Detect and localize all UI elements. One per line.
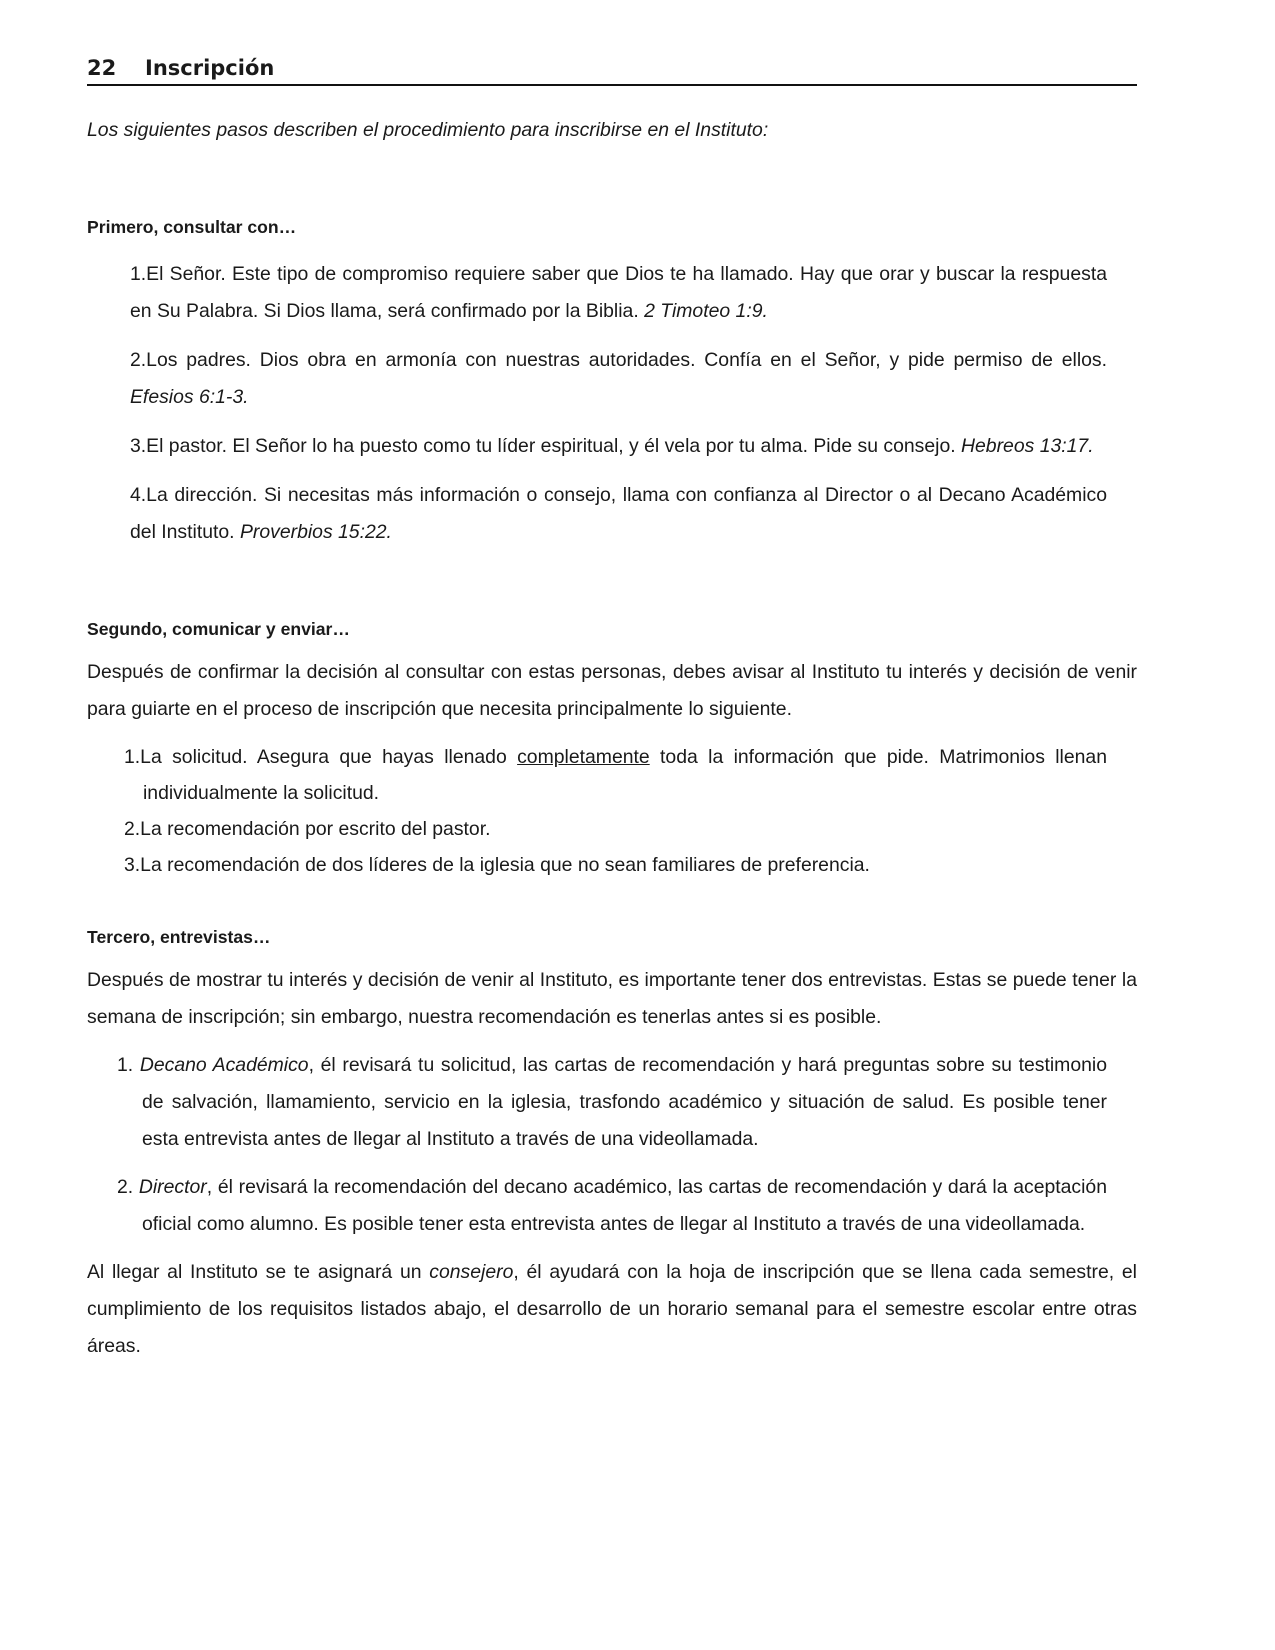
item-text: , él revisará la recomendación del decano académico, las cartas de recomendación y dará la aceptación oficial como alumno. Es posible tener esta entrevista antes de llegar al Instituto a través de una videollamada. xyxy=(142,1176,1108,1235)
item-text: 1.La solicitud. Asegura que hayas llenado xyxy=(124,746,518,768)
list-item: 2.La recomendación por escrito del pastor. xyxy=(124,818,491,840)
section-heading-primero: Primero, consultar con… xyxy=(87,217,297,237)
intro-paragraph: Los siguientes pasos describen el procedimiento para inscribirse en el Instituto: xyxy=(87,119,769,141)
list-item xyxy=(117,1169,1107,1243)
interviews-list xyxy=(117,1047,1107,1243)
list-item xyxy=(130,428,1107,465)
item-text: 1.El Señor. Este tipo de compromiso requiere saber que Dios te ha llamado. Hay que orar y buscar la respuesta en Su Palabra. Si Dios llama, será confirmado por la Biblia. xyxy=(130,263,1107,322)
item-text: , él revisará tu solicitud, las cartas de recomendación y hará preguntas sobre su testimonio de salvación, llamamiento, servicio en la iglesia, trasfondo académico y situación de salud. Es posible tener esta entrevista antes de llegar al Instituto a través de una videollamada. xyxy=(142,1054,1107,1150)
section-heading-segundo: Segundo, comunicar y enviar… xyxy=(87,619,350,639)
scripture-reference: Proverbios 15:22. xyxy=(239,521,392,543)
scripture-reference: Efesios 6:1-3. xyxy=(130,386,249,408)
item-text: toda la información que pide. Matrimonios llenan individualmente la solicitud. xyxy=(143,746,1107,804)
consult-list xyxy=(130,256,1107,551)
section3-paragraph: Después de mostrar tu interés y decisión de venir al Instituto, es importante tener dos entrevistas. Estas se puede tener la semana de inscripción; sin embargo, nuestra recomendación es tenerlas antes si es posible. xyxy=(87,969,1137,1028)
list-item xyxy=(130,342,1107,416)
interviewer-role: Director xyxy=(138,1176,207,1198)
section2-paragraph: Después de confirmar la decisión al consultar con estas personas, debes avisar al Instituto tu interés y decisión de venir para guiarte en el proceso de inscripción que necesita principalmente lo siguiente. xyxy=(87,661,1137,720)
list-item xyxy=(130,477,1107,551)
page-title: Inscripción xyxy=(145,56,275,80)
page-header xyxy=(87,48,1137,86)
list-item xyxy=(130,256,1107,330)
closing-text: Al llegar al Instituto se te asignará un xyxy=(87,1261,430,1283)
scripture-reference: Hebreos 13:17. xyxy=(961,435,1094,457)
item-text: 2.Los padres. Dios obra en armonía con nuestras autoridades. Confía en el Señor, y pide permiso de ellos. xyxy=(130,349,1107,371)
list-item xyxy=(117,1047,1107,1158)
item-text: 3.El pastor. El Señor lo ha puesto como tu líder espiritual, y él vela por tu alma. Pide su consejo. xyxy=(130,435,962,457)
requirements-list xyxy=(124,739,1107,883)
item-number: 1. xyxy=(117,1054,140,1076)
emphasis-word: consejero xyxy=(429,1261,514,1283)
underlined-word: completamente xyxy=(517,746,650,768)
item-text: 4.La dirección. Si necesitas más información o consejo, llama con confianza al Director o al Decano Académico del Instituto. xyxy=(130,484,1107,543)
list-item xyxy=(124,739,1107,811)
list-item: 3.La recomendación de dos líderes de la iglesia que no sean familiares de preferencia. xyxy=(124,854,870,876)
closing-paragraph xyxy=(87,1254,1137,1365)
item-number: 2. xyxy=(117,1176,139,1198)
page-number: 22 xyxy=(87,56,117,80)
interviewer-role: Decano Académico xyxy=(139,1054,309,1076)
closing-text: , él ayudará con la hoja de inscripción que se llena cada semestre, el cumplimiento de los requisitos listados abajo, el desarrollo de un horario semanal para el semestre escolar entre otras áreas. xyxy=(87,1261,1137,1357)
section-heading-tercero: Tercero, entrevistas… xyxy=(87,927,271,947)
scripture-reference: 2 Timoteo 1:9. xyxy=(644,300,768,322)
document-page xyxy=(87,48,1137,1365)
